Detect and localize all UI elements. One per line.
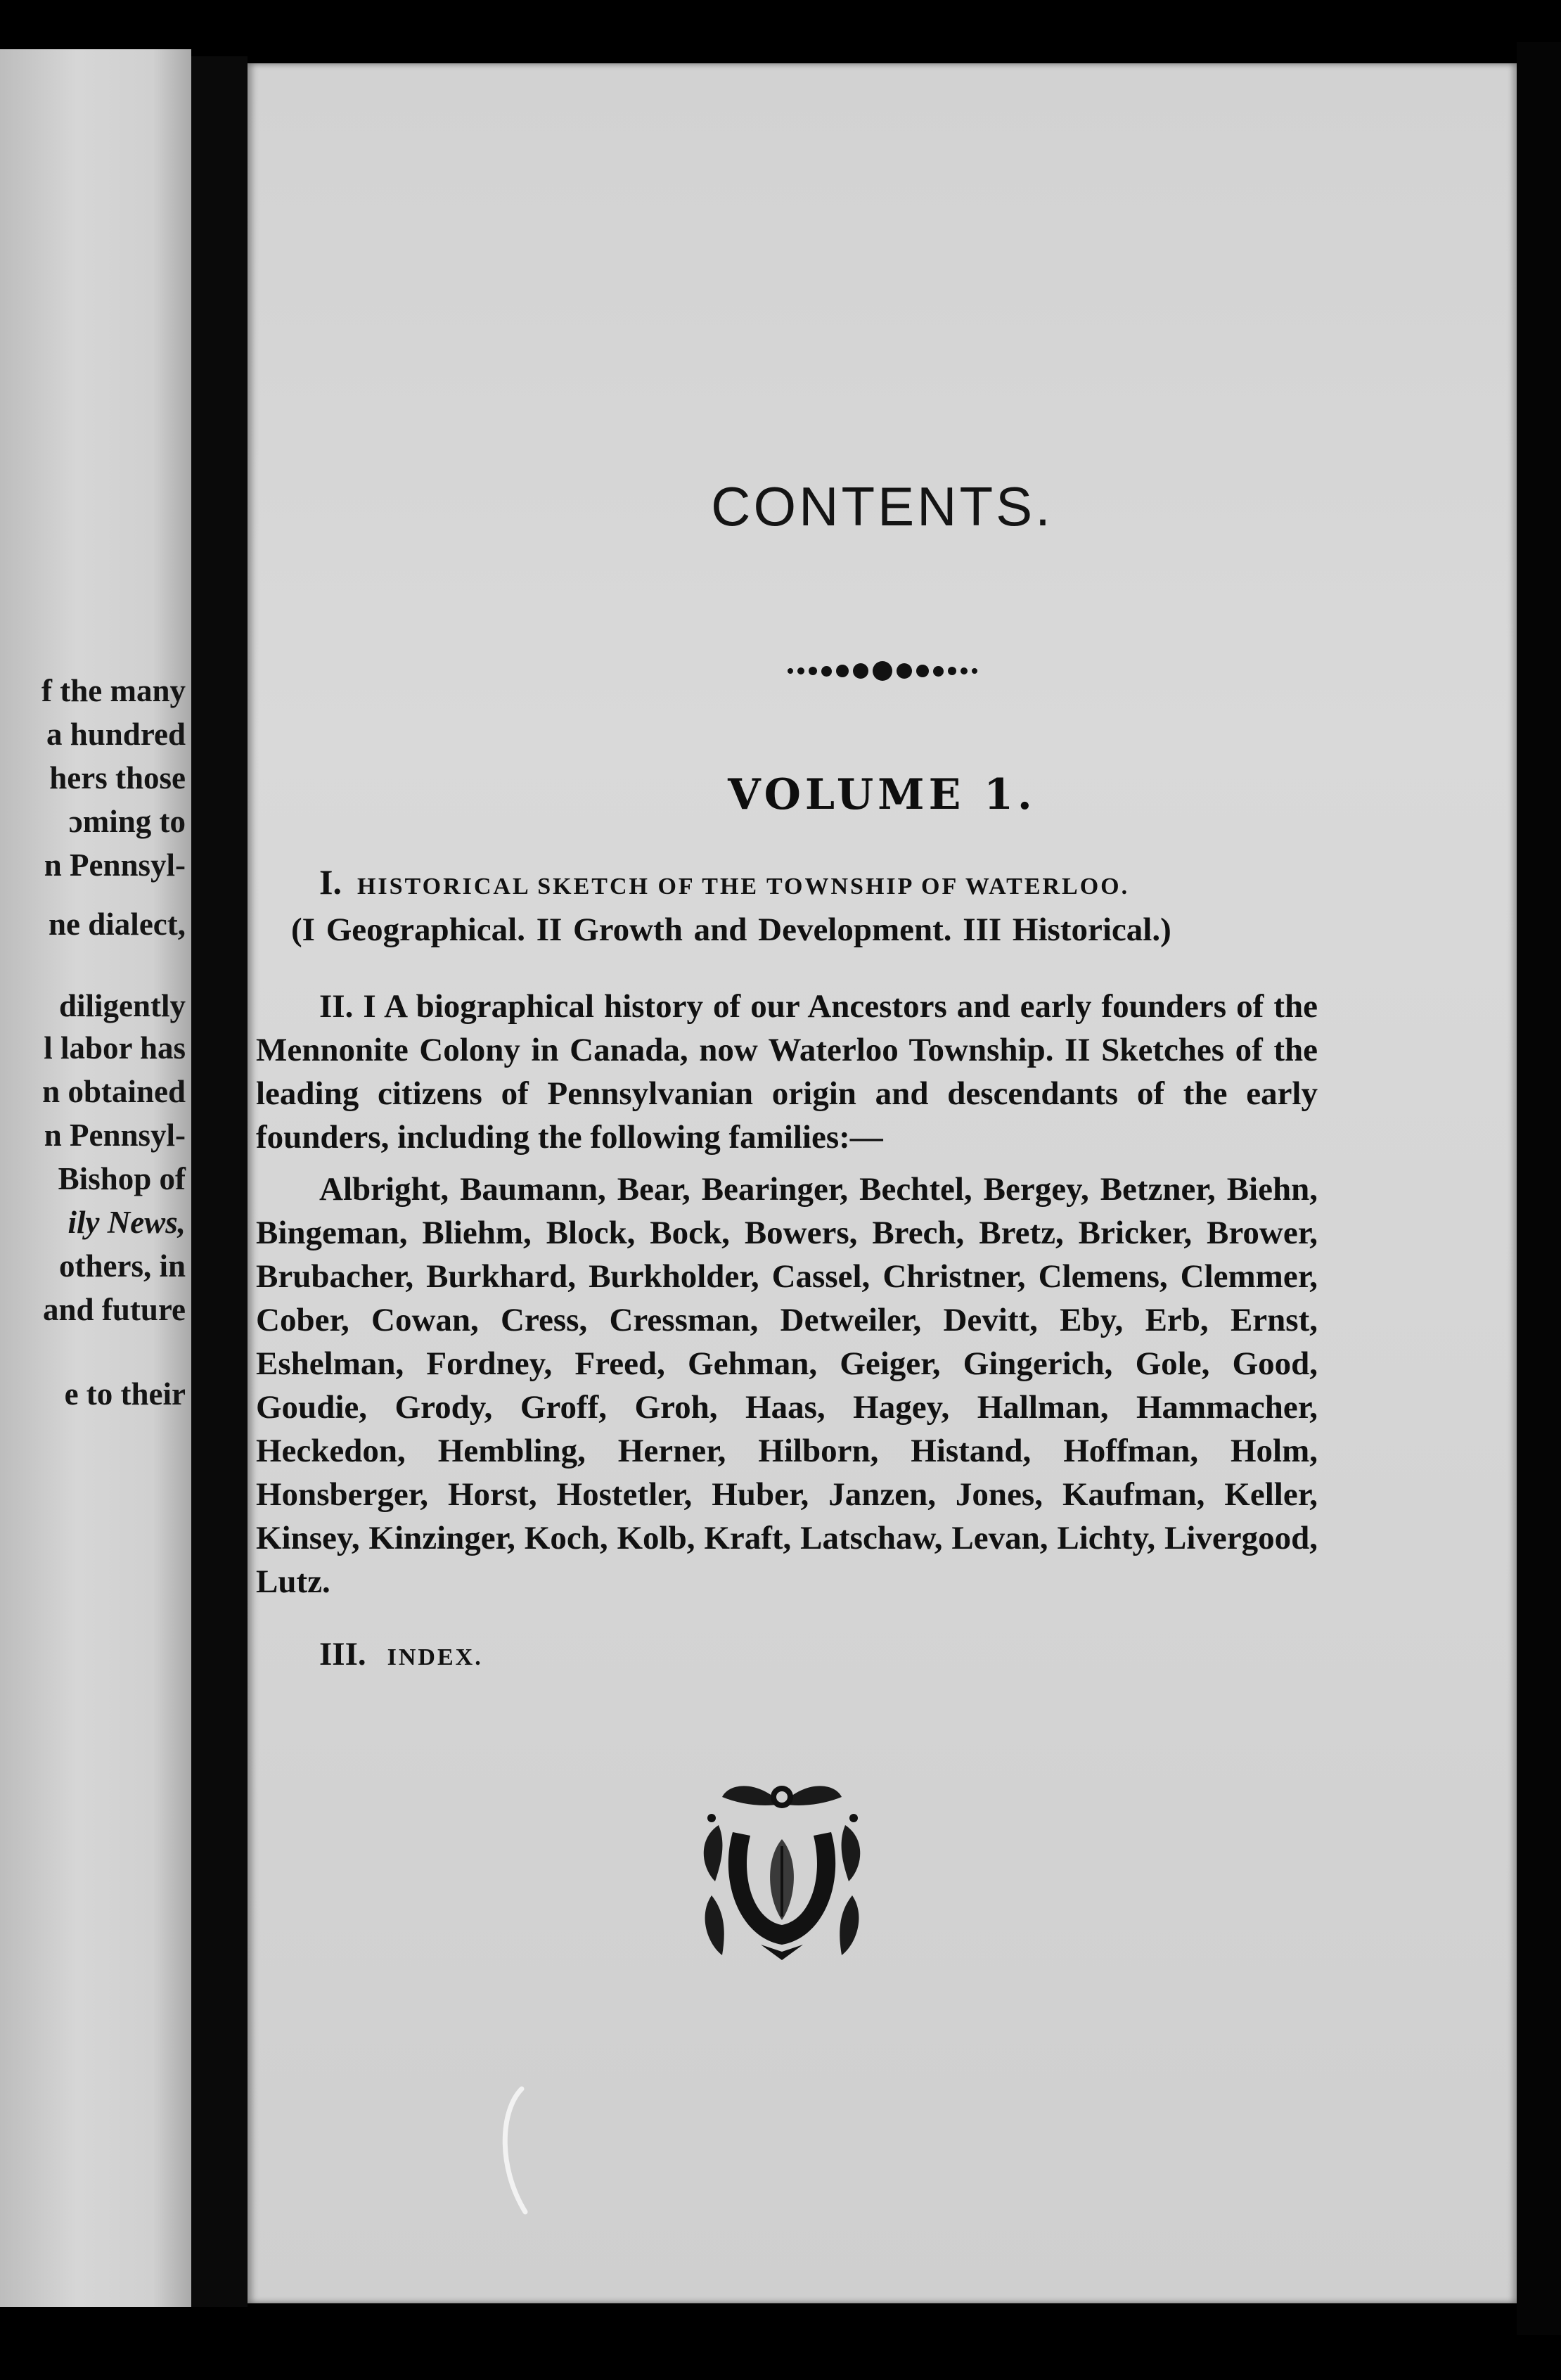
volume-heading: VOLUME 1.: [728, 770, 1036, 819]
facing-page-line: n Pennsyl-: [44, 1118, 186, 1153]
family-list: Albright, Baumann, Bear, Bearinger, Bechtel, Bergey, Betzner, Biehn, Bingeman, Bliehm, Block, Bock, Bowers, Brech, Bretz, Bricker, Brower, Brubacher, Burkhard, Burkholder, Cassel, Christner, Clemens, Clemmer, Cober, Cowan, Cress, Cressman, Detweiler, Devitt, Eby, Erb, Ernst, Eshelman, Fordney, Freed, Gehman, Geiger, Gingerich, Gole, Good, Goudie, Grody, Groff, Groh, Haas, Hagey, Hallman, Hammacher, Heckedon, Hembling, Herner, Hilborn, Histand, Hoffman, Holm, Honsberger, Horst, Hostetler, Huber, Janzen, Jones, Kaufman, Keller, Kinsey, Kinzinger, Koch, Kolb, Kraft, Latschaw, Levan, Lichty, Livergood, Lutz.: [256, 1171, 1318, 1600]
facing-page-line: l labor has: [44, 1030, 186, 1066]
section-3-title: INDEX.: [387, 1644, 483, 1670]
pencil-mark: [487, 2082, 536, 2222]
facing-page-line: others, in: [59, 1248, 186, 1284]
facing-page-line: diligently: [58, 988, 186, 1023]
facing-page-line: n Pennsyl-: [44, 847, 186, 883]
page-title: CONTENTS.: [711, 475, 1053, 537]
facing-page-line: hers those: [49, 760, 186, 795]
section-1-number: I.: [319, 862, 342, 902]
facing-page-line: and future: [43, 1292, 186, 1327]
facing-page-line: ne dialect,: [49, 907, 186, 942]
section-1-subtitle: (I Geographical. II Growth and Development. III Historical.): [291, 911, 1171, 948]
facing-page-line: ily News,: [68, 1205, 186, 1240]
dot-divider-icon: [248, 661, 1517, 681]
facing-page-line: f the many: [41, 673, 186, 708]
contents-page: [248, 63, 1517, 2303]
section-2-text: II. I A biographical history of our Ancestors and early founders of the Mennonite Colony in Canada, now Waterloo Township. II Sketches of the leading citizens of Pennsylvanian origin and descendants of the early founders, including the following families:—: [256, 988, 1318, 1156]
horseshoe-ribbon-emblem-icon: [690, 1776, 873, 1966]
section-3-heading: [319, 1635, 483, 1673]
section-1-title: HISTORICAL SKETCH OF THE TOWNSHIP OF WATERLOO.: [356, 874, 1130, 900]
section-3-number: III.: [319, 1636, 366, 1672]
book-gutter: [191, 56, 248, 2307]
facing-page-line: ɔming to: [68, 804, 186, 839]
scan-border: [1517, 42, 1561, 2335]
facing-page-line: n obtained: [42, 1074, 186, 1109]
facing-page-fragment: [0, 49, 191, 2307]
section-1-heading: [319, 862, 1129, 902]
facing-page-line: Bishop of: [58, 1161, 186, 1196]
facing-page-line: a hundred: [46, 717, 186, 752]
facing-page-line: e to their: [64, 1376, 186, 1412]
